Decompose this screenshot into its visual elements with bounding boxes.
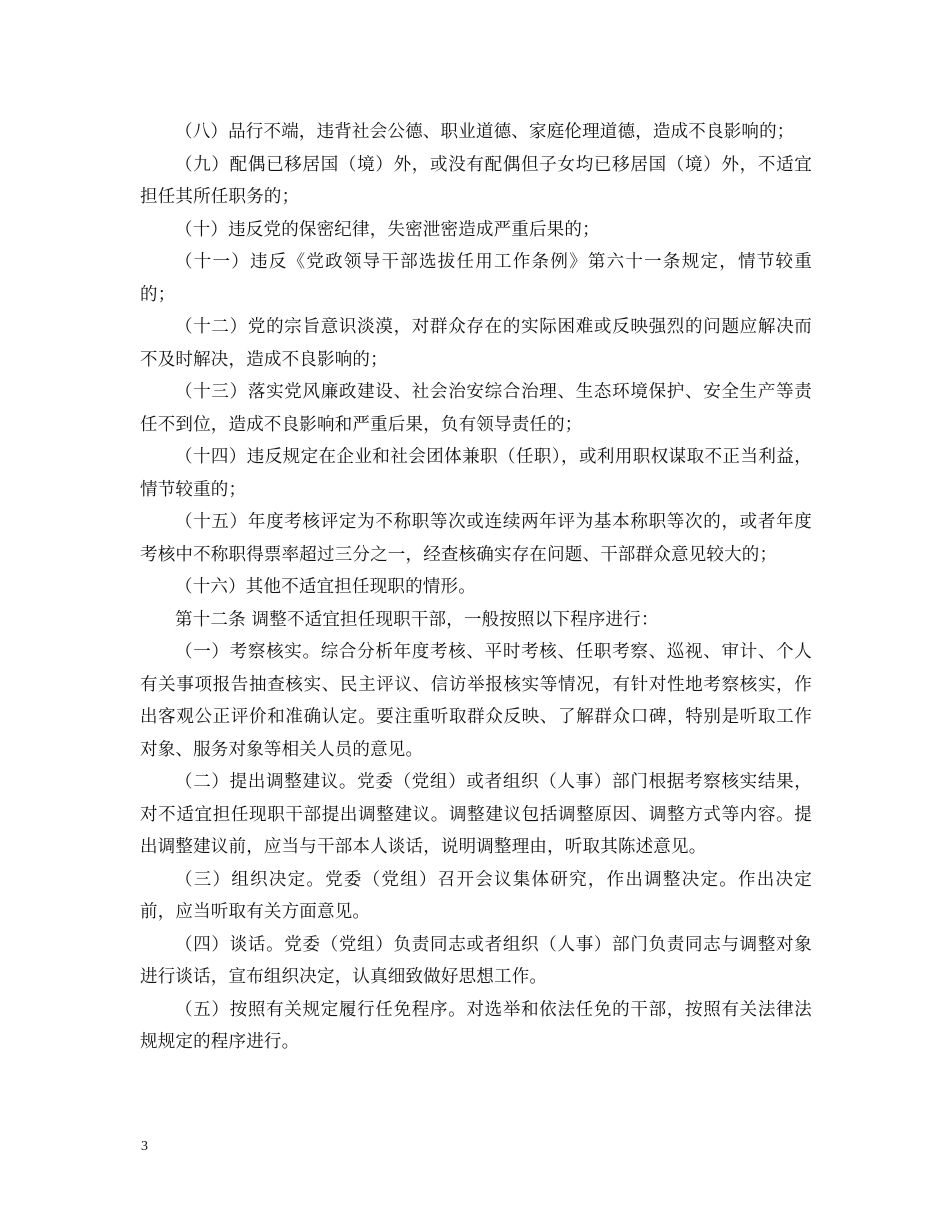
article-12-heading: 第十二条 调整不适宜担任现职干部，一般按照以下程序进行： (175, 609, 659, 630)
procedure-step-1: （一）考察核实。综合分析年度考核、平时考核、任职考察、巡视、审计、个人有关事项报告抽查核实、民主评议、信访举报核实等情况，有针对性地考察核实，作出客观公正评价和准确认定。要注重听取群众反映、了解群众口碑，特别是听取工作对象、服务对象等相关人员的意见。 (140, 642, 812, 760)
document-body (140, 116, 812, 1059)
paragraph-item-15: （十五）年度考核评定为不称职等次或连续两年评为基本称职等次的，或者年度考核中不称职得票率超过三分之一，经查核确实存在问题、干部群众意见较大的； (140, 512, 812, 565)
procedure-step-5: （五）按照有关规定履行任免程序。对选举和依法任免的干部，按照有关法律法规规定的程序进行。 (140, 999, 812, 1052)
paragraph-item-8: （八）品行不端，违背社会公德、职业道德、家庭伦理道德，造成不良影响的； (175, 122, 795, 142)
paragraph-item-11: （十一）违反《党政领导干部选拔任用工作条例》第六十一条规定，情节较重的； (140, 252, 812, 305)
procedure-step-2: （二）提出调整建议。党委（党组）或者组织（人事）部门根据考察核实结果，对不适宜担任现职干部提出调整建议。调整建议包括调整原因、调整方式等内容。提出调整建议前，应当与干部本人谈话，说明调整理由，听取其陈述意见。 (140, 772, 812, 857)
paragraph-item-13: （十三）落实党风廉政建设、社会治安综合治理、生态环境保护、安全生产等责任不到位，造成不良影响和严重后果，负有领导责任的； (140, 382, 812, 435)
paragraph-item-10: （十）违反党的保密纪律，失密泄密造成严重后果的； (175, 219, 600, 240)
paragraph-item-16: （十六）其他不适宜担任现职的情形。 (175, 577, 476, 597)
procedure-step-4: （四）谈话。党委（党组）负责同志或者组织（人事）部门负责同志与调整对象进行谈话，宣布组织决定，认真细致做好思想工作。 (140, 934, 812, 987)
page-number: 3 (141, 1139, 148, 1154)
paragraph-item-12: （十二）党的宗旨意识淡漠，对群众存在的实际困难或反映强烈的问题应解决而不及时解决，造成不良影响的； (140, 317, 812, 370)
paragraph-item-14: （十四）违反规定在企业和社会团体兼职（任职），或利用职权谋取不正当利益，情节较重的； (140, 447, 812, 500)
procedure-step-3: （三）组织决定。党委（党组）召开会议集体研究，作出调整决定。作出决定前，应当听取有关方面意见。 (140, 869, 812, 922)
paragraph-item-9: （九）配偶已移居国（境）外，或没有配偶但子女均已移居国（境）外，不适宜担任其所任职务的； (140, 154, 812, 207)
